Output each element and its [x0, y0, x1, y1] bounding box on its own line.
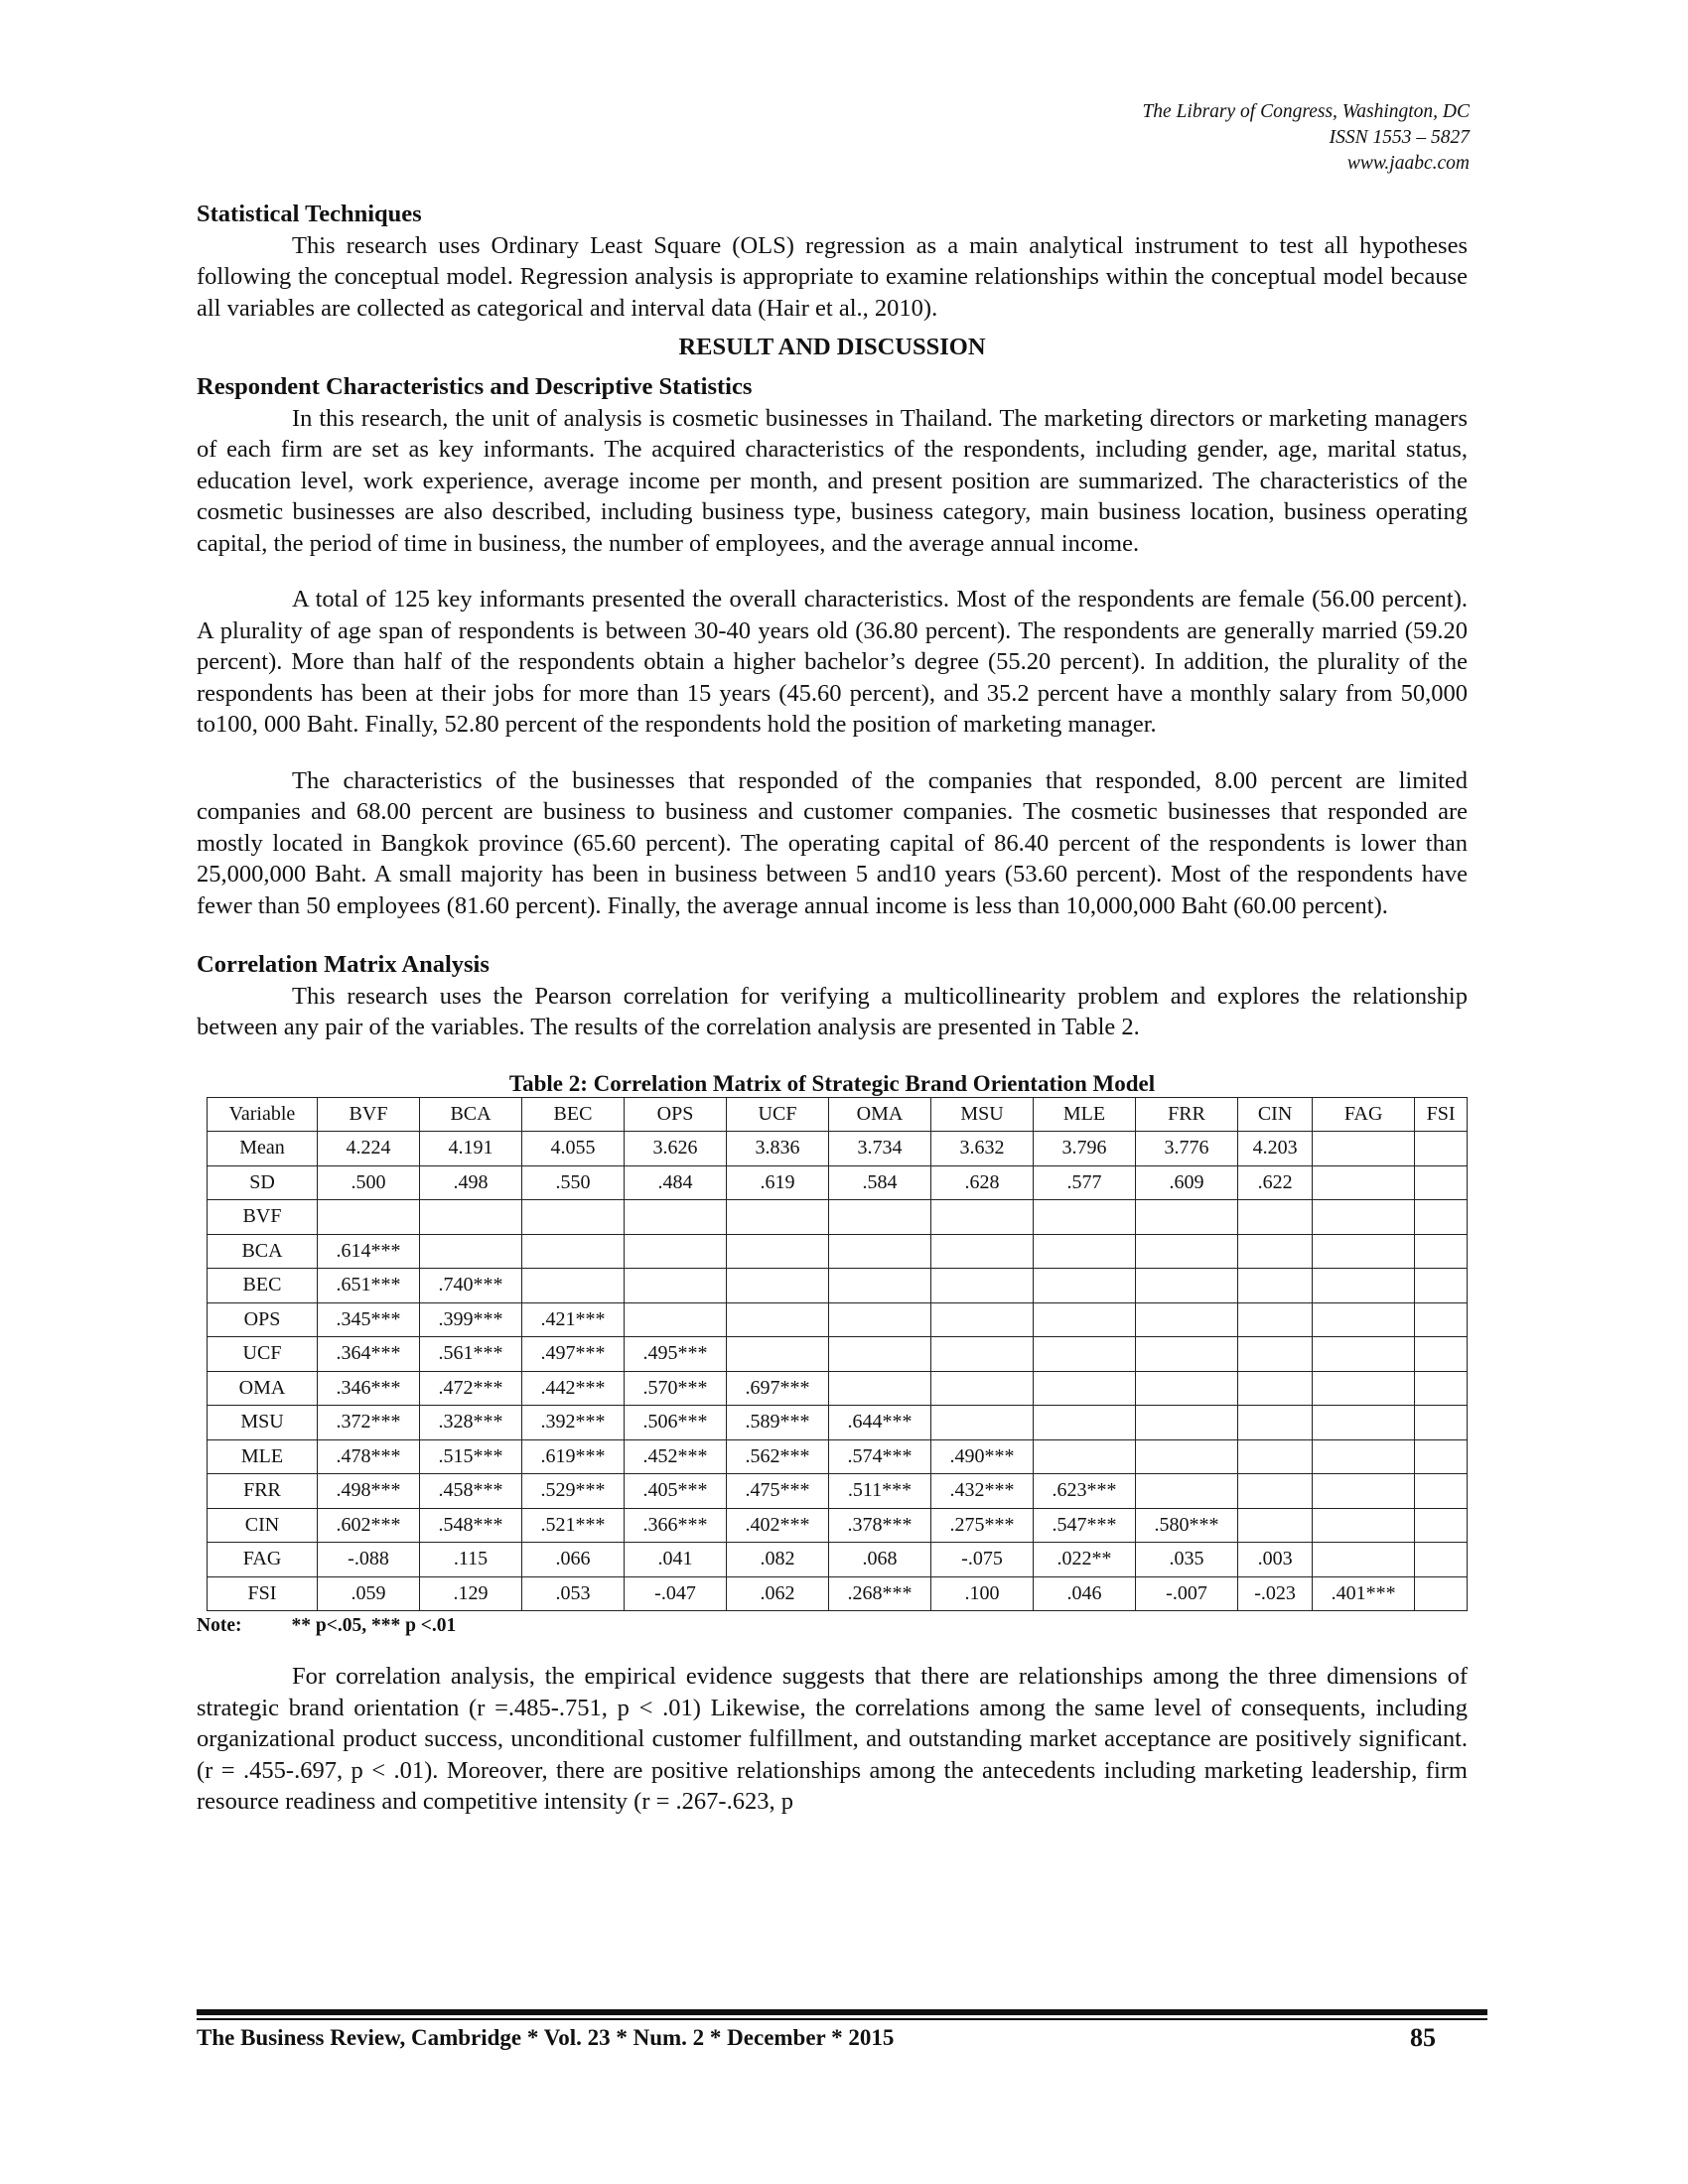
table-cell [1034, 1302, 1136, 1337]
table-row [208, 1474, 1468, 1509]
table-row [208, 1302, 1468, 1337]
table-row [208, 1439, 1468, 1474]
table-cell: .577 [1034, 1165, 1136, 1200]
table-cell [1034, 1406, 1136, 1440]
table-row-label: FAG [208, 1543, 318, 1577]
table-cell [1313, 1439, 1415, 1474]
table-cell [1238, 1337, 1313, 1372]
table-cell: .515*** [420, 1439, 522, 1474]
table-cell: 3.734 [829, 1132, 931, 1166]
table-cell [1034, 1200, 1136, 1235]
table-cell [1238, 1269, 1313, 1303]
table-cell: .548*** [420, 1508, 522, 1543]
table-header-cell: BCA [420, 1097, 522, 1132]
table-cell [1313, 1406, 1415, 1440]
table-cell: .452*** [625, 1439, 727, 1474]
table-cell [1415, 1543, 1468, 1577]
table-header-cell: UCF [727, 1097, 829, 1132]
table-cell: 4.224 [318, 1132, 420, 1166]
table-header-cell: MSU [931, 1097, 1034, 1132]
table-cell [1313, 1302, 1415, 1337]
table-cell: 3.632 [931, 1132, 1034, 1166]
table-cell [1415, 1200, 1468, 1235]
table-cell: .697*** [727, 1371, 829, 1406]
table-cell: .046 [1034, 1576, 1136, 1611]
note-label: Note: [197, 1615, 242, 1636]
table-cell: .570*** [625, 1371, 727, 1406]
table-cell: .472*** [420, 1371, 522, 1406]
footer-rule-thin [197, 2018, 1487, 2020]
table-header-cell: OMA [829, 1097, 931, 1132]
table-cell [1136, 1371, 1238, 1406]
table-cell [931, 1234, 1034, 1269]
table-cell [1415, 1371, 1468, 1406]
table-cell: .498 [420, 1165, 522, 1200]
table-cell [1415, 1165, 1468, 1200]
table-cell [1034, 1234, 1136, 1269]
table-cell: .623*** [1034, 1474, 1136, 1509]
table-cell: .062 [727, 1576, 829, 1611]
table-cell: .580*** [1136, 1508, 1238, 1543]
table-cell [727, 1337, 829, 1372]
table-cell [727, 1302, 829, 1337]
table-row-label: CIN [208, 1508, 318, 1543]
table-row-label: OMA [208, 1371, 318, 1406]
table-cell: .421*** [522, 1302, 625, 1337]
table-cell: .372*** [318, 1406, 420, 1440]
table-cell [1415, 1576, 1468, 1611]
table-cell [931, 1337, 1034, 1372]
table-cell [625, 1234, 727, 1269]
table-header-cell: FRR [1136, 1097, 1238, 1132]
table-cell [625, 1302, 727, 1337]
table-cell: .475*** [727, 1474, 829, 1509]
table-row-label: MSU [208, 1406, 318, 1440]
table-cell [1136, 1269, 1238, 1303]
table-cell [1136, 1234, 1238, 1269]
table-header-cell: CIN [1238, 1097, 1313, 1132]
table-cell [1313, 1269, 1415, 1303]
table-cell [522, 1200, 625, 1235]
table-cell: .328*** [420, 1406, 522, 1440]
table-cell: .562*** [727, 1439, 829, 1474]
table-cell: .529*** [522, 1474, 625, 1509]
table-cell [1313, 1234, 1415, 1269]
table-cell: .378*** [829, 1508, 931, 1543]
table-cell: .068 [829, 1543, 931, 1577]
table-header-cell: Variable [208, 1097, 318, 1132]
table-cell [522, 1234, 625, 1269]
table-row [208, 1337, 1468, 1372]
paragraph-respondent-1: In this research, the unit of analysis is cosmetic businesses in Thailand. The marketing directors or marketing managers of each firm are set as key informants. The acquired characteristics of the respondents, including gender, age, marital status, education level, work experience, average income per month, and present position are summarized. The characteristics of the cosmetic businesses are also described, including business type, business category, main business location, business operating capital, the period of time in business, the number of employees, and the average annual income. [197, 404, 1468, 557]
table-header-cell: OPS [625, 1097, 727, 1132]
table-cell: .550 [522, 1165, 625, 1200]
table-cell [1136, 1302, 1238, 1337]
table-cell [1415, 1132, 1468, 1166]
table-cell: .609 [1136, 1165, 1238, 1200]
table-cell: .100 [931, 1576, 1034, 1611]
table-cell [1313, 1371, 1415, 1406]
table-cell: .115 [420, 1543, 522, 1577]
table-cell [931, 1302, 1034, 1337]
table-row [208, 1406, 1468, 1440]
table-cell: .458*** [420, 1474, 522, 1509]
paragraph-statistical-techniques: This research uses Ordinary Least Square (OLS) regression as a main analytical instrument to test all hypotheses following the conceptual model. Regression analysis is appropriate to examine relationships within the conceptual model because all variables are collected as categorical and interval data (Hair et al., 2010). [197, 231, 1468, 322]
table-cell: .041 [625, 1543, 727, 1577]
table-cell [1238, 1234, 1313, 1269]
table-cell [1136, 1439, 1238, 1474]
footer-journal-info: The Business Review, Cambridge * Vol. 23 * Num. 2 * December * 2015 [197, 2025, 895, 2050]
table-note [197, 1613, 1468, 1639]
table-cell: .498*** [318, 1474, 420, 1509]
table-cell: .740*** [420, 1269, 522, 1303]
table-cell: -.023 [1238, 1576, 1313, 1611]
table-cell: .022** [1034, 1543, 1136, 1577]
table-row [208, 1269, 1468, 1303]
table-cell [1136, 1337, 1238, 1372]
table-cell: .275*** [931, 1508, 1034, 1543]
table-cell [1415, 1508, 1468, 1543]
table-cell [1313, 1165, 1415, 1200]
table-cell: .495*** [625, 1337, 727, 1372]
table-row-label: MLE [208, 1439, 318, 1474]
table-row [208, 1576, 1468, 1611]
table-cell [1238, 1406, 1313, 1440]
table-row [208, 1165, 1468, 1200]
table-cell [1034, 1269, 1136, 1303]
table-cell [1238, 1371, 1313, 1406]
table-cell: .484 [625, 1165, 727, 1200]
table-cell: .589*** [727, 1406, 829, 1440]
table-cell [829, 1234, 931, 1269]
table-cell [931, 1406, 1034, 1440]
table-cell [625, 1200, 727, 1235]
table-cell [1034, 1337, 1136, 1372]
table-cell [318, 1200, 420, 1235]
table-cell [829, 1371, 931, 1406]
table-row [208, 1508, 1468, 1543]
correlation-table [207, 1097, 1468, 1612]
paragraph-respondent-2: A total of 125 key informants presented the overall characteristics. Most of the respondents are female (56.00 percent). A plurality of age span of respondents is between 30-40 years old (36.80 percent). The respondents are generally married (59.20 percent). More than half of the respondents obtain a higher bachelor’s degree (55.20 percent). In addition, the plurality of the respondents has been at their jobs for more than 15 years (45.60 percent), and 35.2 percent have a monthly salary from 50,000 to100, 000 Baht. Finally, 52.80 percent of the respondents hold the position of marketing manager. [197, 586, 1468, 738]
table-cell: .651*** [318, 1269, 420, 1303]
table-cell [1238, 1302, 1313, 1337]
table-cell: .399*** [420, 1302, 522, 1337]
table-cell: .628 [931, 1165, 1034, 1200]
table-row-label: FSI [208, 1576, 318, 1611]
section-title-result-discussion: RESULT AND DISCUSSION [678, 334, 986, 360]
table-cell: .442*** [522, 1371, 625, 1406]
table-cell [1313, 1543, 1415, 1577]
table-cell: .392*** [522, 1406, 625, 1440]
table-cell [1313, 1132, 1415, 1166]
table-row-label: Mean [208, 1132, 318, 1166]
table-cell [1136, 1474, 1238, 1509]
table-cell [1415, 1269, 1468, 1303]
table-row-label: FRR [208, 1474, 318, 1509]
table-cell: .584 [829, 1165, 931, 1200]
table-row-label: BEC [208, 1269, 318, 1303]
table-header-cell: BEC [522, 1097, 625, 1132]
table-cell: -.088 [318, 1543, 420, 1577]
table-cell: .614*** [318, 1234, 420, 1269]
table-cell [829, 1337, 931, 1372]
table-row [208, 1200, 1468, 1235]
table-cell [727, 1234, 829, 1269]
table-cell [1238, 1474, 1313, 1509]
table-cell: .345*** [318, 1302, 420, 1337]
table-cell: .402*** [727, 1508, 829, 1543]
paragraph-correlation-intro: This research uses the Pearson correlation for verifying a multicollinearity problem and explores the relationship between any pair of the variables. The results of the correlation analysis are presented in Table 2. [197, 982, 1468, 1040]
table-header-cell: FAG [1313, 1097, 1415, 1132]
note-text: ** p<.05, *** p <.01 [291, 1615, 457, 1636]
paragraph-correlation-discussion: For correlation analysis, the empirical evidence suggests that there are relationships among the three dimensions of strategic brand orientation (r =.485-.751, p < .01) Likewise, the correlations among the same level of consequents, including organizational product success, unconditional customer fulfillment, and outstanding market acceptance are positively significant. (r = .455-.697, p < .01). Moreover, there are positive relationships among the antecedents including marketing leadership, firm resource readiness and competitive intensity (r = .267-.623, p [197, 1663, 1468, 1815]
table-cell: .561*** [420, 1337, 522, 1372]
table-cell [931, 1371, 1034, 1406]
table-cell [1313, 1508, 1415, 1543]
table-header-cell: MLE [1034, 1097, 1136, 1132]
table-cell: .547*** [1034, 1508, 1136, 1543]
table-cell [1034, 1439, 1136, 1474]
table-cell [931, 1200, 1034, 1235]
table-cell: .432*** [931, 1474, 1034, 1509]
table-cell: .066 [522, 1543, 625, 1577]
table-cell: 4.055 [522, 1132, 625, 1166]
table-cell [625, 1269, 727, 1303]
table-cell: .478*** [318, 1439, 420, 1474]
table-cell: .622 [1238, 1165, 1313, 1200]
table-cell [1238, 1200, 1313, 1235]
table-cell [1238, 1439, 1313, 1474]
table-cell: 3.776 [1136, 1132, 1238, 1166]
section-title-respondent-characteristics: Respondent Characteristics and Descriptive Statistics [197, 373, 753, 400]
footer-rule-thick [197, 2009, 1487, 2015]
page-number: 85 [1410, 2023, 1436, 2052]
header-line-1: The Library of Congress, Washington, DC [1142, 101, 1470, 122]
table-cell: 3.836 [727, 1132, 829, 1166]
table-cell: .521*** [522, 1508, 625, 1543]
table-cell: .574*** [829, 1439, 931, 1474]
table-row [208, 1234, 1468, 1269]
table-cell [1136, 1406, 1238, 1440]
table-row [208, 1543, 1468, 1577]
table-cell [931, 1269, 1034, 1303]
table-cell: .644*** [829, 1406, 931, 1440]
table-cell: .366*** [625, 1508, 727, 1543]
table-header-cell: BVF [318, 1097, 420, 1132]
table-cell [1136, 1200, 1238, 1235]
table-cell [829, 1200, 931, 1235]
table-row-label: SD [208, 1165, 318, 1200]
table-cell: 3.796 [1034, 1132, 1136, 1166]
table-cell [1415, 1234, 1468, 1269]
table-row-label: BVF [208, 1200, 318, 1235]
table-row [208, 1371, 1468, 1406]
table-cell: -.075 [931, 1543, 1034, 1577]
table-cell [1415, 1406, 1468, 1440]
table-cell: .401*** [1313, 1576, 1415, 1611]
table-cell [1313, 1200, 1415, 1235]
table-cell [1415, 1474, 1468, 1509]
journal-header [1142, 99, 1470, 177]
table-cell: .129 [420, 1576, 522, 1611]
table-cell [727, 1200, 829, 1235]
table-cell [829, 1302, 931, 1337]
table-row-label: UCF [208, 1337, 318, 1372]
table-cell: 3.626 [625, 1132, 727, 1166]
table-cell: .035 [1136, 1543, 1238, 1577]
table-body [208, 1132, 1468, 1611]
table-cell [829, 1269, 931, 1303]
table-cell [1313, 1474, 1415, 1509]
table-cell [420, 1234, 522, 1269]
table-cell: .500 [318, 1165, 420, 1200]
table-cell: .364*** [318, 1337, 420, 1372]
table-cell [420, 1200, 522, 1235]
paragraph-respondent-3: The characteristics of the businesses that responded of the companies that responded, 8.00 percent are limited companies and 68.00 percent are business to business and customer companies. The cosmetic businesses that responded are mostly located in Bangkok province (65.60 percent). The operating capital of 86.40 percent of the respondents is lower than 25,000,000 Baht. A small majority has been in business between 5 and10 years (53.60 percent). Most of the respondents have fewer than 50 employees (81.60 percent). Finally, the average annual income is less than 10,000,000 Baht (60.00 percent). [197, 766, 1468, 919]
table-cell: .059 [318, 1576, 420, 1611]
table-cell: .268*** [829, 1576, 931, 1611]
table-header-row [208, 1097, 1468, 1132]
table-title: Table 2: Correlation Matrix of Strategic Brand Orientation Model [508, 1070, 1156, 1096]
section-title-statistical-techniques: Statistical Techniques [197, 201, 422, 227]
table-cell: .053 [522, 1576, 625, 1611]
table-cell: .511*** [829, 1474, 931, 1509]
table-cell [1415, 1302, 1468, 1337]
header-line-3: www.jaabc.com [1346, 153, 1470, 174]
table-row [208, 1132, 1468, 1166]
table-cell: 4.191 [420, 1132, 522, 1166]
section-title-correlation-matrix: Correlation Matrix Analysis [197, 951, 490, 978]
table-cell [1034, 1371, 1136, 1406]
table-cell: .619*** [522, 1439, 625, 1474]
table-cell: .619 [727, 1165, 829, 1200]
table-cell: .003 [1238, 1543, 1313, 1577]
table-cell: -.047 [625, 1576, 727, 1611]
header-line-2: ISSN 1553 – 5827 [1329, 127, 1470, 148]
table-cell [1313, 1337, 1415, 1372]
table-header-cell: FSI [1415, 1097, 1468, 1132]
table-cell: .082 [727, 1543, 829, 1577]
table-cell [522, 1269, 625, 1303]
table-cell: .497*** [522, 1337, 625, 1372]
table-cell [1238, 1508, 1313, 1543]
table-cell: .490*** [931, 1439, 1034, 1474]
table-cell [1415, 1439, 1468, 1474]
page-content [197, 199, 1468, 1818]
table-cell [1415, 1337, 1468, 1372]
table-cell: .506*** [625, 1406, 727, 1440]
table-cell: .346*** [318, 1371, 420, 1406]
table-cell [727, 1269, 829, 1303]
table-cell: -.007 [1136, 1576, 1238, 1611]
table-cell: .602*** [318, 1508, 420, 1543]
table-row-label: OPS [208, 1302, 318, 1337]
table-row-label: BCA [208, 1234, 318, 1269]
table-cell: 4.203 [1238, 1132, 1313, 1166]
table-cell: .405*** [625, 1474, 727, 1509]
